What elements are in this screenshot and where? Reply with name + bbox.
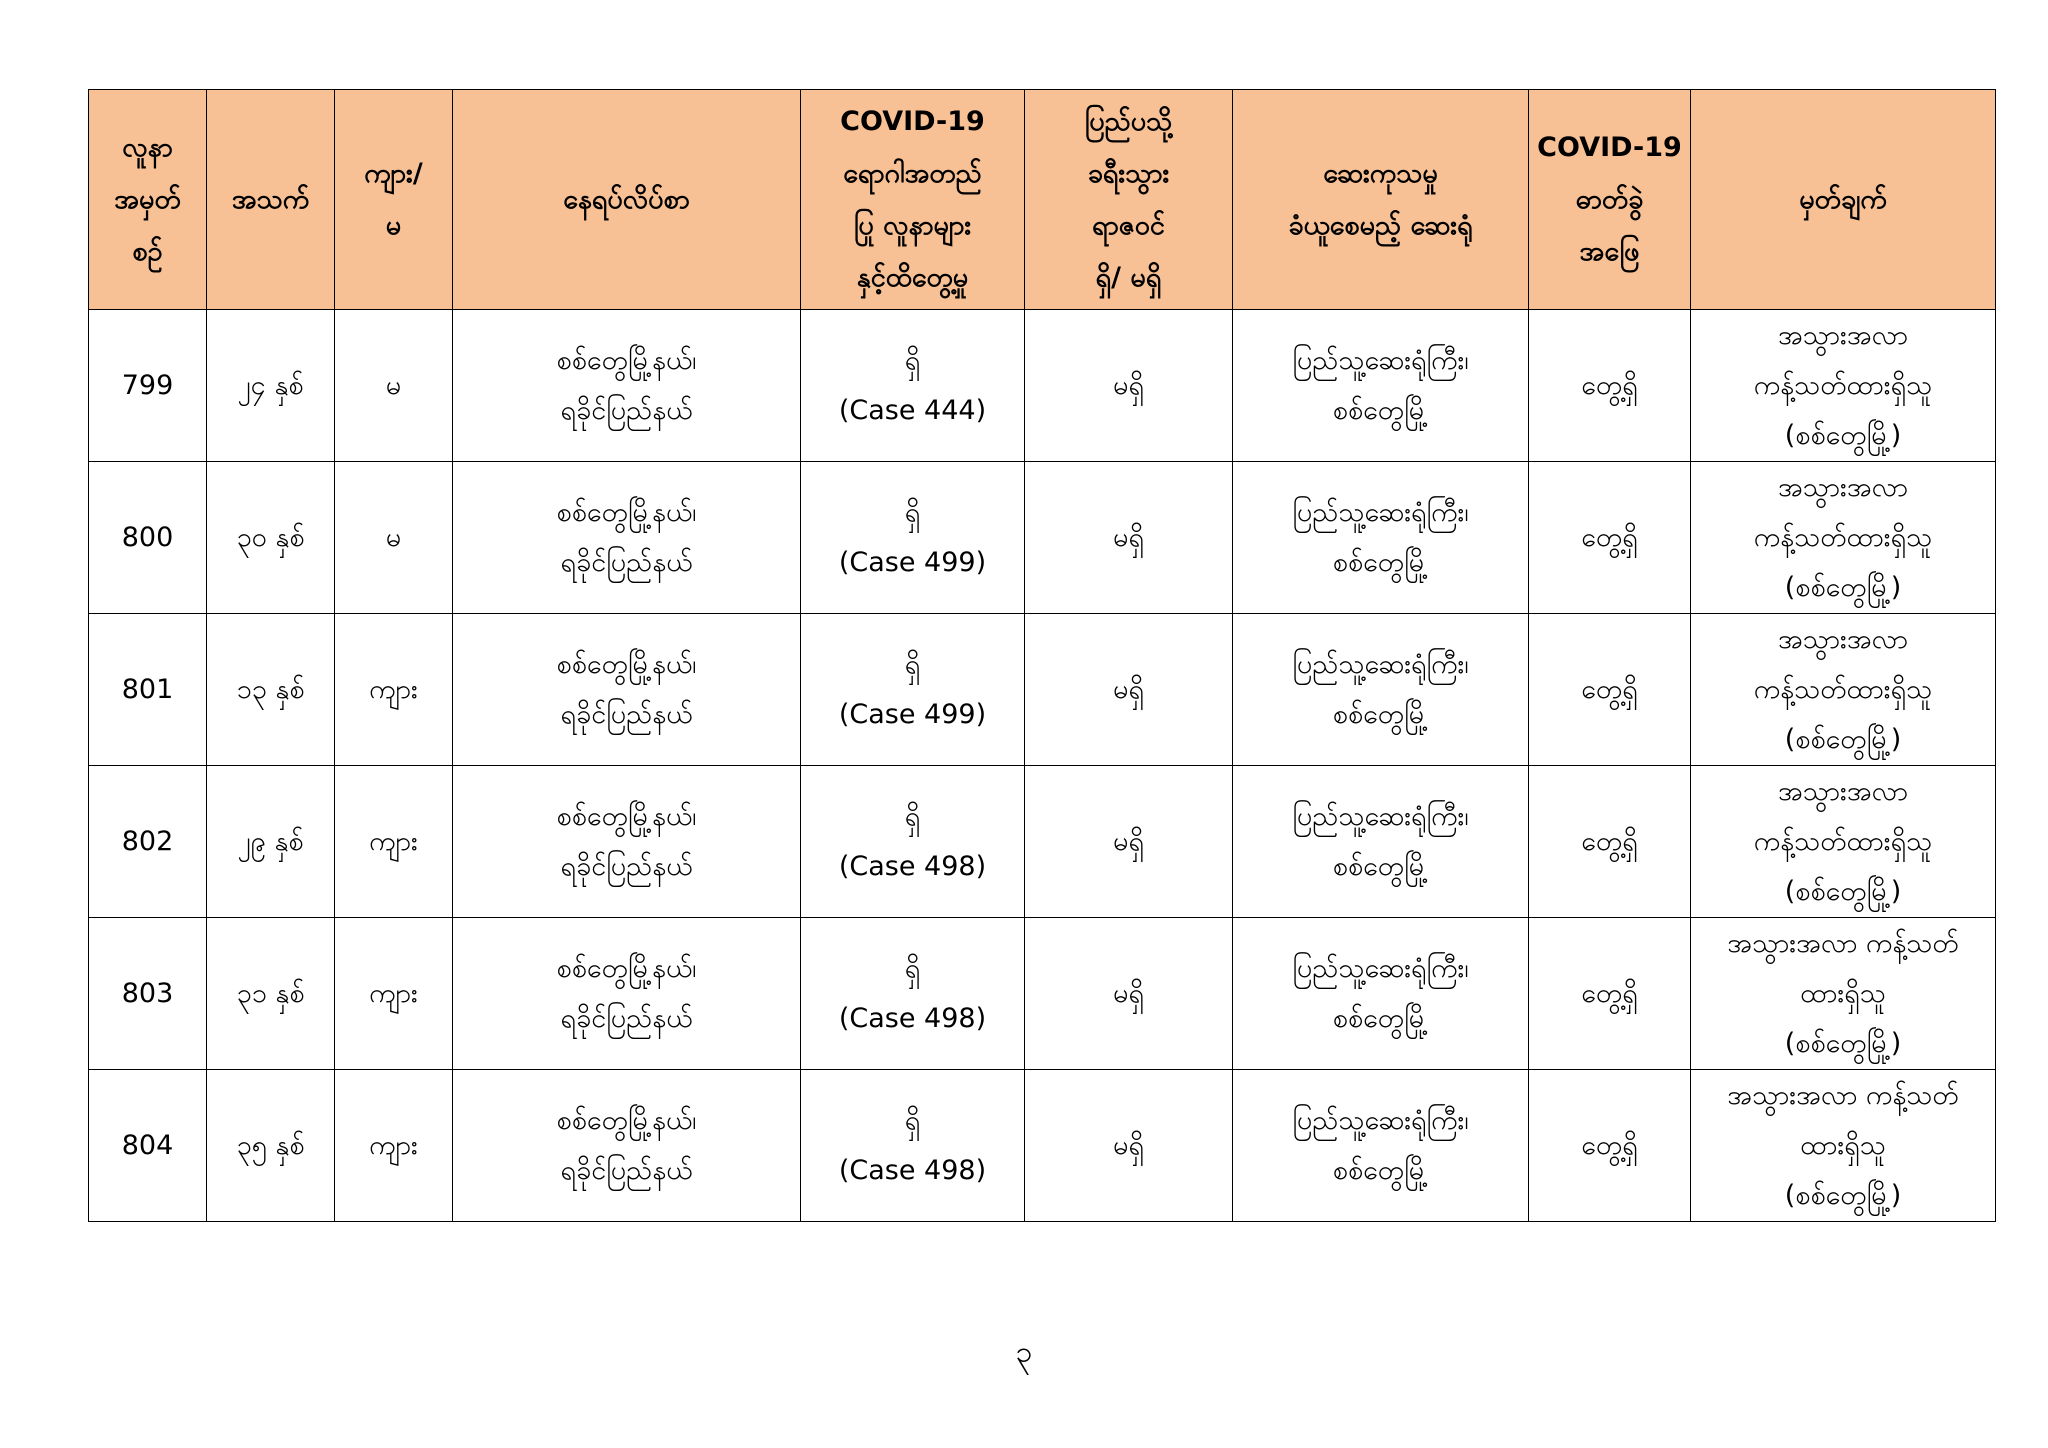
- header-age: [207, 90, 335, 310]
- contact-cell: [801, 918, 1025, 1070]
- header-serial: [89, 90, 207, 310]
- header-contact-line: COVID-19: [840, 105, 985, 137]
- table-row: [89, 462, 1996, 614]
- hospital-cell-line: စစ်တွေမြို့: [1332, 546, 1429, 578]
- contact-cell: [801, 1070, 1025, 1222]
- address-cell-line: ရခိုင်ပြည်နယ်: [560, 1002, 693, 1034]
- remarks-cell-line: ကန့်သတ်ထားရှိသူ: [1753, 673, 1933, 705]
- header-travel-line: ပြည်ပသို့: [1084, 105, 1173, 137]
- serial-cell: 800: [89, 462, 207, 614]
- table-row: [89, 918, 1996, 1070]
- address-cell-line: ရခိုင်ပြည်နယ်: [560, 698, 693, 730]
- remarks-cell-line: (စစ်တွေမြို့): [1784, 723, 1902, 755]
- header-sex: [335, 90, 453, 310]
- hospital-cell-line: စစ်တွေမြို့: [1332, 850, 1429, 882]
- page-number: ၃: [1015, 1335, 1033, 1370]
- travel-cell: မရှိ: [1025, 918, 1233, 1070]
- remarks-cell: [1691, 310, 1996, 462]
- age-cell: ၃၀ နှစ်: [207, 462, 335, 614]
- serial-cell: 801: [89, 614, 207, 766]
- remarks-cell: [1691, 918, 1996, 1070]
- hospital-cell-line: ပြည်သူ့ဆေးရုံကြီး၊: [1292, 648, 1469, 680]
- remarks-cell-line: ထားရှိသူ: [1800, 977, 1886, 1009]
- contact-cell-line: ရှိ: [904, 344, 921, 376]
- remarks-cell: [1691, 1070, 1996, 1222]
- travel-cell: မရှိ: [1025, 462, 1233, 614]
- contact-cell: [801, 310, 1025, 462]
- remarks-cell-line: (စစ်တွေမြို့): [1784, 571, 1902, 603]
- header-serial-line: အမှတ်: [114, 183, 181, 215]
- hospital-cell: [1233, 310, 1529, 462]
- age-cell: ၂၉ နှစ်: [207, 766, 335, 918]
- result-cell: တွေ့ရှိ: [1529, 766, 1691, 918]
- serial-cell: 799: [89, 310, 207, 462]
- address-cell-line: ရခိုင်ပြည်နယ်: [560, 394, 693, 426]
- hospital-cell-line: စစ်တွေမြို့: [1332, 698, 1429, 730]
- header-result-line: အဖြေ: [1579, 235, 1640, 267]
- remarks-cell: [1691, 614, 1996, 766]
- contact-cell-line: ရှိ: [904, 952, 921, 984]
- header-contact-line: ပြု လူနာများ: [853, 209, 972, 241]
- address-cell-line: ရခိုင်ပြည်နယ်: [560, 1154, 693, 1186]
- contact-cell-line: (Case 444): [838, 394, 987, 426]
- remarks-cell: [1691, 462, 1996, 614]
- header-travel: [1025, 90, 1233, 310]
- address-cell-line: စစ်တွေမြို့နယ်၊: [556, 800, 697, 832]
- header-row: [89, 90, 1996, 310]
- contact-cell-line: (Case 499): [838, 546, 987, 578]
- contact-cell-line: ရှိ: [904, 496, 921, 528]
- age-cell: ၂၄ နှစ်: [207, 310, 335, 462]
- header-result-line: ဓာတ်ခွဲ: [1575, 183, 1644, 215]
- contact-cell-line: ရှိ: [904, 1104, 921, 1136]
- hospital-cell: [1233, 1070, 1529, 1222]
- table-row: [89, 614, 1996, 766]
- header-remarks: [1691, 90, 1996, 310]
- age-cell: ၁၃ နှစ်: [207, 614, 335, 766]
- header-address-line: နေရပ်လိပ်စာ: [563, 183, 690, 215]
- contact-cell: [801, 614, 1025, 766]
- contact-cell-line: (Case 498): [838, 1002, 987, 1034]
- hospital-cell-line: စစ်တွေမြို့: [1332, 1002, 1429, 1034]
- header-travel-line: ခရီးသွား: [1087, 157, 1170, 189]
- remarks-cell-line: အသွားအလာ ကန့်သတ်: [1727, 927, 1959, 959]
- result-cell: တွေ့ရှိ: [1529, 462, 1691, 614]
- table-row: [89, 1070, 1996, 1222]
- header-age-line: အသက်: [231, 183, 310, 215]
- remarks-cell-line: ကန့်သတ်ထားရှိသူ: [1753, 369, 1933, 401]
- covid-case-table: [88, 89, 1996, 1222]
- sex-cell: ကျား: [335, 766, 453, 918]
- travel-cell: မရှိ: [1025, 614, 1233, 766]
- contact-cell-line: (Case 498): [838, 1154, 987, 1186]
- hospital-cell-line: ပြည်သူ့ဆေးရုံကြီး၊: [1292, 800, 1469, 832]
- header-hospital-line: ခံယူစေမည့် ဆေးရုံ: [1288, 209, 1473, 241]
- hospital-cell: [1233, 462, 1529, 614]
- sex-cell: ကျား: [335, 614, 453, 766]
- address-cell: [453, 1070, 801, 1222]
- hospital-cell-line: စစ်တွေမြို့: [1332, 394, 1429, 426]
- header-result-line: COVID-19: [1537, 131, 1682, 163]
- serial-cell: 804: [89, 1070, 207, 1222]
- header-serial-line: စဉ်: [132, 235, 163, 267]
- contact-cell-line: (Case 498): [838, 850, 987, 882]
- remarks-cell-line: ကန့်သတ်ထားရှိသူ: [1753, 521, 1933, 553]
- address-cell: [453, 310, 801, 462]
- address-cell-line: ရခိုင်ပြည်နယ်: [560, 546, 693, 578]
- travel-cell: မရှိ: [1025, 310, 1233, 462]
- header-contact-line: ရောဂါအတည်: [843, 157, 982, 189]
- result-cell: တွေ့ရှိ: [1529, 614, 1691, 766]
- address-cell-line: စစ်တွေမြို့နယ်၊: [556, 344, 697, 376]
- travel-cell: မရှိ: [1025, 766, 1233, 918]
- remarks-cell-line: (စစ်တွေမြို့): [1784, 875, 1902, 907]
- contact-cell: [801, 766, 1025, 918]
- sex-cell: မ: [335, 310, 453, 462]
- remarks-cell-line: အသွားအလာ: [1777, 775, 1909, 807]
- table-header: [89, 90, 1996, 310]
- address-cell-line: ရခိုင်ပြည်နယ်: [560, 850, 693, 882]
- contact-cell-line: ရှိ: [904, 800, 921, 832]
- result-cell: တွေ့ရှိ: [1529, 310, 1691, 462]
- header-remarks-line: မှတ်ချက်: [1799, 183, 1887, 215]
- hospital-cell-line: ပြည်သူ့ဆေးရုံကြီး၊: [1292, 496, 1469, 528]
- header-travel-line: ရှိ/ မရှိ: [1095, 261, 1162, 293]
- address-cell-line: စစ်တွေမြို့နယ်၊: [556, 496, 697, 528]
- contact-cell-line: (Case 499): [838, 698, 987, 730]
- address-cell: [453, 462, 801, 614]
- header-travel-line: ရာဇဝင်: [1092, 209, 1165, 241]
- hospital-cell-line: စစ်တွေမြို့: [1332, 1154, 1429, 1186]
- header-contact-line: နှင့်ထိတွေ့မှု: [856, 261, 969, 293]
- remarks-cell-line: (စစ်တွေမြို့): [1784, 1179, 1902, 1211]
- remarks-cell-line: ထားရှိသူ: [1800, 1129, 1886, 1161]
- age-cell: ၃၅ နှစ်: [207, 1070, 335, 1222]
- age-cell: ၃၁ နှစ်: [207, 918, 335, 1070]
- serial-cell: 803: [89, 918, 207, 1070]
- table-row: [89, 766, 1996, 918]
- address-cell: [453, 918, 801, 1070]
- hospital-cell-line: ပြည်သူ့ဆေးရုံကြီး၊: [1292, 1104, 1469, 1136]
- header-sex-line: မ: [385, 209, 402, 241]
- result-cell: တွေ့ရှိ: [1529, 918, 1691, 1070]
- remarks-cell: [1691, 766, 1996, 918]
- address-cell: [453, 614, 801, 766]
- address-cell-line: စစ်တွေမြို့နယ်၊: [556, 1104, 697, 1136]
- sex-cell: ကျား: [335, 918, 453, 1070]
- header-hospital-line: ဆေးကုသမှု: [1323, 157, 1438, 189]
- hospital-cell-line: ပြည်သူ့ဆေးရုံကြီး၊: [1292, 952, 1469, 984]
- remarks-cell-line: အသွားအလာ: [1777, 623, 1909, 655]
- remarks-cell-line: (စစ်တွေမြို့): [1784, 419, 1902, 451]
- hospital-cell: [1233, 918, 1529, 1070]
- header-sex-line: ကျား/: [364, 157, 423, 189]
- remarks-cell-line: အသွားအလာ: [1777, 471, 1909, 503]
- address-cell: [453, 766, 801, 918]
- sex-cell: ကျား: [335, 1070, 453, 1222]
- table-body: [89, 310, 1996, 1222]
- contact-cell-line: ရှိ: [904, 648, 921, 680]
- remarks-cell-line: ကန့်သတ်ထားရှိသူ: [1753, 825, 1933, 857]
- address-cell-line: စစ်တွေမြို့နယ်၊: [556, 648, 697, 680]
- remarks-cell-line: အသွားအလာ ကန့်သတ်: [1727, 1079, 1959, 1111]
- hospital-cell: [1233, 766, 1529, 918]
- header-hospital: [1233, 90, 1529, 310]
- serial-cell: 802: [89, 766, 207, 918]
- address-cell-line: စစ်တွေမြို့နယ်၊: [556, 952, 697, 984]
- remarks-cell-line: (စစ်တွေမြို့): [1784, 1027, 1902, 1059]
- header-result: [1529, 90, 1691, 310]
- result-cell: တွေ့ရှိ: [1529, 1070, 1691, 1222]
- header-contact: [801, 90, 1025, 310]
- contact-cell: [801, 462, 1025, 614]
- header-address: [453, 90, 801, 310]
- sex-cell: မ: [335, 462, 453, 614]
- hospital-cell: [1233, 614, 1529, 766]
- travel-cell: မရှိ: [1025, 1070, 1233, 1222]
- table-row: [89, 310, 1996, 462]
- hospital-cell-line: ပြည်သူ့ဆေးရုံကြီး၊: [1292, 344, 1469, 376]
- header-serial-line: လူနာ: [122, 131, 173, 163]
- remarks-cell-line: အသွားအလာ: [1777, 319, 1909, 351]
